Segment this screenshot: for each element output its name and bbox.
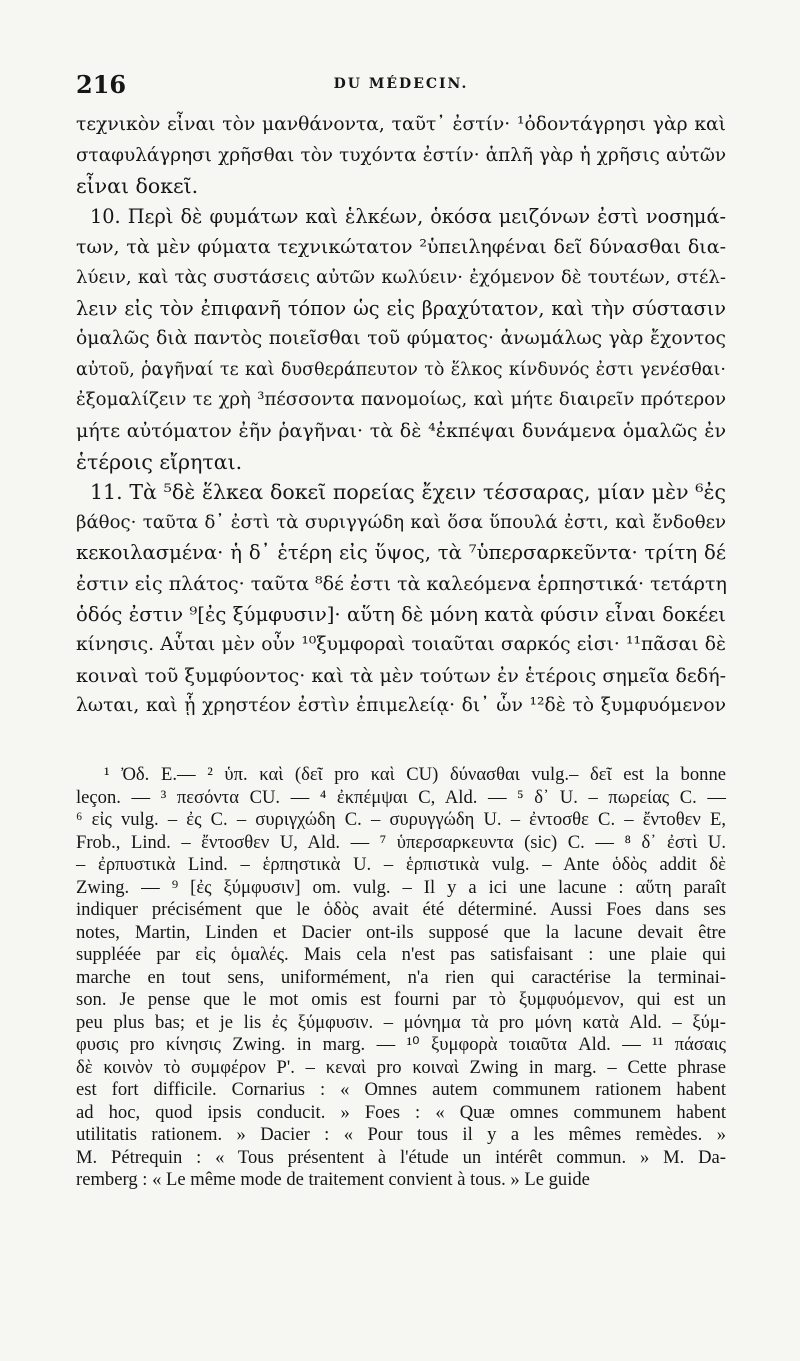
text-line: λωται, καὶ ᾗ χρηστέον ἐστὶν ἐπιμελείᾳ· δι᾽ ὧν ¹²δὲ τὸ ξυμφυόμενον xyxy=(76,695,726,717)
text-line: λύειν, καὶ τὰς συστάσεις αὐτῶν κωλύειν· ἐχόμενον δὲ τουτέων, στέλ- xyxy=(76,266,726,288)
text-line: ἑτέροις εἴρηται. xyxy=(76,449,243,474)
footnote-line: notes, Martin, Linden et Dacier ont-ils supposé que la lacune devait être xyxy=(76,921,726,943)
text-line: ἐξομαλίζειν τε χρὴ ³πέσσοντα πανομοίως, καὶ μήτε διαιρεῖν πρότερον xyxy=(76,389,726,411)
text-line: κίνησις. Αὗται μὲν οὖν ¹⁰ξυμφοραὶ τοιαῦται σαρκός εἰσι· ¹¹πᾶσαι δὲ xyxy=(76,634,726,656)
footnote-line: est fort difficile. Cornarius : « Omnes autem communem rationem habent xyxy=(76,1079,726,1100)
footnotes xyxy=(76,764,726,1192)
footnote-line: utilitatis rationem. » Dacier : « Pour tous il y a les mêmes remèdes. » xyxy=(76,1124,726,1145)
footnote-line: remberg : « Le même mode de traitement convient à tous. » Le guide xyxy=(76,1169,590,1190)
footnote-line: peu plus bas; et je lis ἐς ξύμφυσιν. – μόνημα τὰ pro μόνη κατὰ Ald. – ξύμ- xyxy=(76,1011,726,1033)
footnote-line: – ἐρπυστικὰ Lind. – ἑρπηστικὰ U. – ἑρπιστικὰ vulg. – Ante ὁδὸς addit δὲ xyxy=(76,854,726,875)
footnote-line: Zwing. — ⁹ [ἐς ξύμφυσιν] om. vulg. – Il y a ici une lacune : αὕτη paraît xyxy=(76,876,726,898)
footnote-line: ¹ Ὀδ. E.— ² ὑπ. καὶ (δεῖ pro καὶ CU) δύνασθαι vulg.– δεῖ est la bonne xyxy=(104,764,726,785)
text-line: σταφυλάγρησι χρῆσθαι τὸν τυχόντα ἐστίν· ἁπλῆ γὰρ ἡ χρῆσις αὐτῶν xyxy=(76,144,726,166)
text-line: μήτε αὐτόματον ἐῆν ῥαγῆναι· τὰ δὲ ⁴ἐκπέψαι δυνάμενα ὁμαλῶς ἐν xyxy=(76,419,726,442)
text-line: ἐστιν εἰς πλάτος· ταῦτα ⁸δέ ἐστι τὰ καλεόμενα ἑρπηστικά· τετάρτη xyxy=(76,572,727,595)
footnote-line: δὲ κοινὸν τὸ συμφέρον P'. – κεναὶ pro κοιναὶ Zwing in marg. – Cette phrase xyxy=(76,1056,726,1078)
page-number: 216 xyxy=(76,70,127,99)
text-line: λειν εἰς τὸν ἐπιφανῆ τόπον ὡς εἰς βραχύτατον, καὶ τὴν σύστασιν xyxy=(76,296,726,320)
section-10-start: 10. Περὶ δὲ φυμάτων καὶ ἑλκέων, ὁκόσα μειζόνων ἐστὶ νοσημά- xyxy=(90,204,726,228)
footnote-line: indiquer précisément que le ὁδὸς avait été déterminé. Aussi Foes dans ses xyxy=(76,899,726,920)
text-line: κεκοιλασμένα· ἡ δ᾽ ἑτέρη εἰς ὕψος, τὰ ⁷ὑπερσαρκεῦντα· τρίτη δέ xyxy=(76,541,726,565)
text-line: κοιναὶ τοῦ ξυμφύοντος· καὶ τὰ μὲν τούτων ἐν ἑτέροις σημεῖα δεδή- xyxy=(76,664,726,687)
section-11-start: 11. Τὰ ⁵δὲ ἕλκεα δοκεῖ πορείας ἔχειν τέσσαρας, μίαν μὲν ⁶ἐς xyxy=(90,480,726,505)
footnote-line: ⁶ εἰς vulg. – ἐς C. – συριγχώδη C. – συρυγγώδη U. – ἐντοσθε C. – ἔντοθεν E, xyxy=(76,809,726,830)
footnote-line: ad hoc, quod ipsis conducit. » Foes : « Quæ omnes communem habent xyxy=(76,1101,726,1123)
footnote-line: Frob., Lind. – ἔντοσθεν U, Ald. — ⁷ ὑπερσαρκευντα (sic) C. — ⁸ δ᾽ ἐστὶ U. xyxy=(76,831,726,853)
running-title: DU MÉDECIN. xyxy=(333,76,469,92)
text-line: εἶναι δοκεῖ. xyxy=(76,174,199,199)
text-line: τεχνικὸν εἶναι τὸν μανθάνοντα, ταῦτ᾽ ἐστίν· ¹ὀδοντάγρησι γὰρ καὶ xyxy=(76,114,726,135)
text-line: αὐτοῦ, ῥαγῆναί τε καὶ δυσθεράπευτον τὸ ἕλκος κίνδυνός ἐστι γενέσθαι· xyxy=(76,359,726,380)
footnote-line: M. Pétrequin : « Tous présentent à l'étude un intérêt commun. » M. Da- xyxy=(76,1146,726,1168)
footnote-line: marche en tout sens, uniformément, n'a rien qui caractérise la terminai- xyxy=(76,966,726,988)
footnote-line: leçon. — ³ πεσόντα CU. — ⁴ ἐκπέμψαι C, Ald. — ⁵ δ᾽ U. – πωρείας C. — xyxy=(76,786,726,808)
footnote-line: φυσις pro κίνησις Zwing. in marg. — ¹⁰ ξυμφορὰ τοιαῦτα Ald. — ¹¹ πάσαις xyxy=(76,1034,726,1055)
text-line: ὁδός ἐστιν ⁹[ἐς ξύμφυσιν]· αὕτη δὲ μόνη κατὰ φύσιν εἶναι δοκέει xyxy=(76,602,726,626)
text-line: βάθος· ταῦτα δ᾽ ἐστὶ τὰ συριγγώδη καὶ ὅσα ὕπουλά ἐστι, καὶ ἔνδοθεν xyxy=(76,511,726,533)
text-line: ὁμαλῶς διὰ παντὸς ποιεῖσθαι τοῦ φύματος· ἀνωμάλως γὰρ ἔχοντος xyxy=(76,328,726,350)
footnote-line: son. Je pense que le mot omis est fourni par τὸ ξυμφυόμενον, qui est un xyxy=(76,989,726,1010)
main-text xyxy=(76,110,726,722)
footnote-line: suppléée par εἰς ὁμαλές. Mais cela n'est pas satisfaisant : une plaie qui xyxy=(76,944,726,965)
page-header xyxy=(76,66,726,99)
text-line: των, τὰ μὲν φύματα τεχνικώτατον ²ὑπειληφέναι δεῖ δύνασθαι δια- xyxy=(76,236,726,259)
